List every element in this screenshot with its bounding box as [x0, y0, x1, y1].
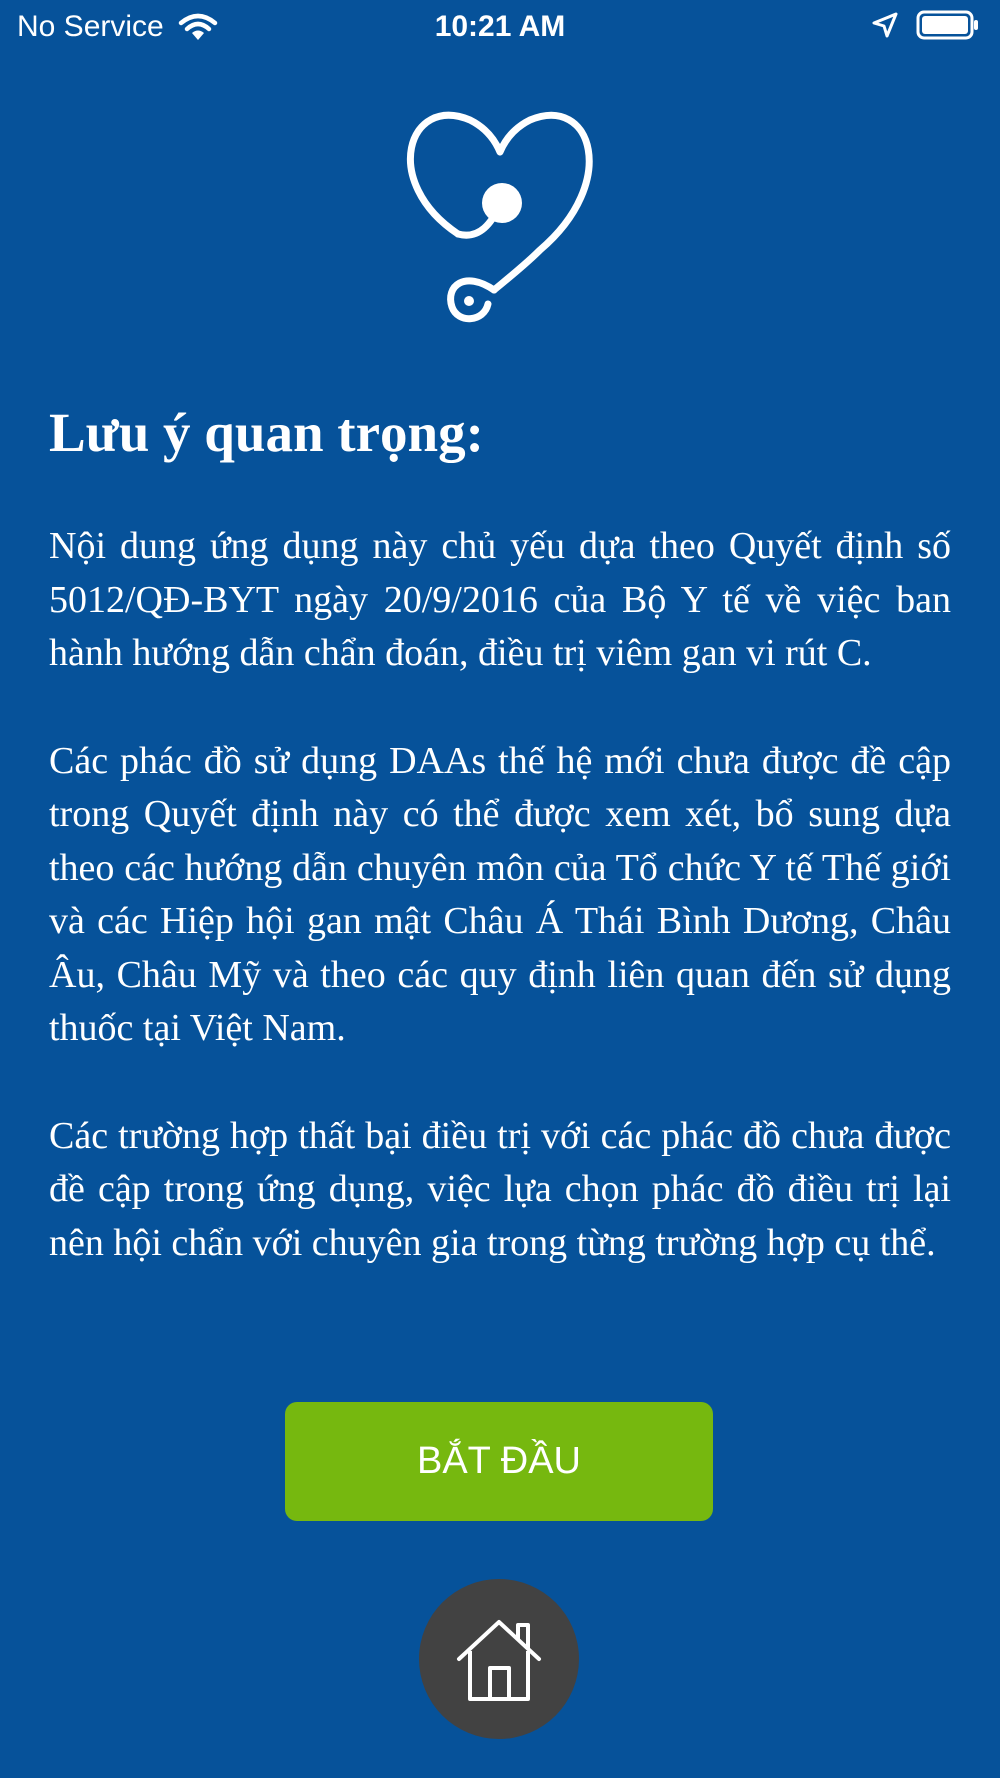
home-button[interactable]: [419, 1579, 579, 1739]
home-icon: [454, 1613, 544, 1703]
notice-body: [49, 520, 951, 1324]
carrier-label: No Service: [17, 10, 164, 43]
page-title: Lưu ý quan trọng:: [49, 402, 484, 463]
stethoscope-heart-icon: [400, 100, 600, 330]
clock: 10:21 AM: [434, 10, 566, 43]
battery-icon: [916, 10, 980, 40]
start-button[interactable]: BẮT ĐẦU: [285, 1402, 713, 1521]
notice-paragraph-3: Các trường hợp thất bại điều trị với các phác đồ chưa được đề cập trong ứng dụng, việc lựa chọn phác đồ điều trị lại nên hội chẩn với chuyên gia trong từng trường hợp cụ thể.: [49, 1114, 951, 1264]
location-arrow-icon: [872, 12, 898, 38]
notice-paragraph-1: Nội dung ứng dụng này chủ yếu dựa theo Quyết định số 5012/QĐ-BYT ngày 20/9/2016 của Bộ Y tế về việc ban hành hướng dẫn chẩn đoán, điều trị viêm gan vi rút C.: [49, 525, 951, 674]
status-bar: [0, 0, 1000, 56]
notice-paragraph-2: Các phác đồ sử dụng DAAs thế hệ mới chưa được đề cập trong Quyết định này có thể được xem xét, bổ sung dựa theo các hướng dẫn chuyên môn của Tổ chức Y tế Thế giới và các Hiệp hội gan mật Châu Á Thái Bình Dương, Châu Âu, Châu Mỹ và theo các quy định liên quan đến sử dụng thuốc tại Việt Nam.: [49, 739, 951, 1049]
status-right: [854, 10, 980, 40]
